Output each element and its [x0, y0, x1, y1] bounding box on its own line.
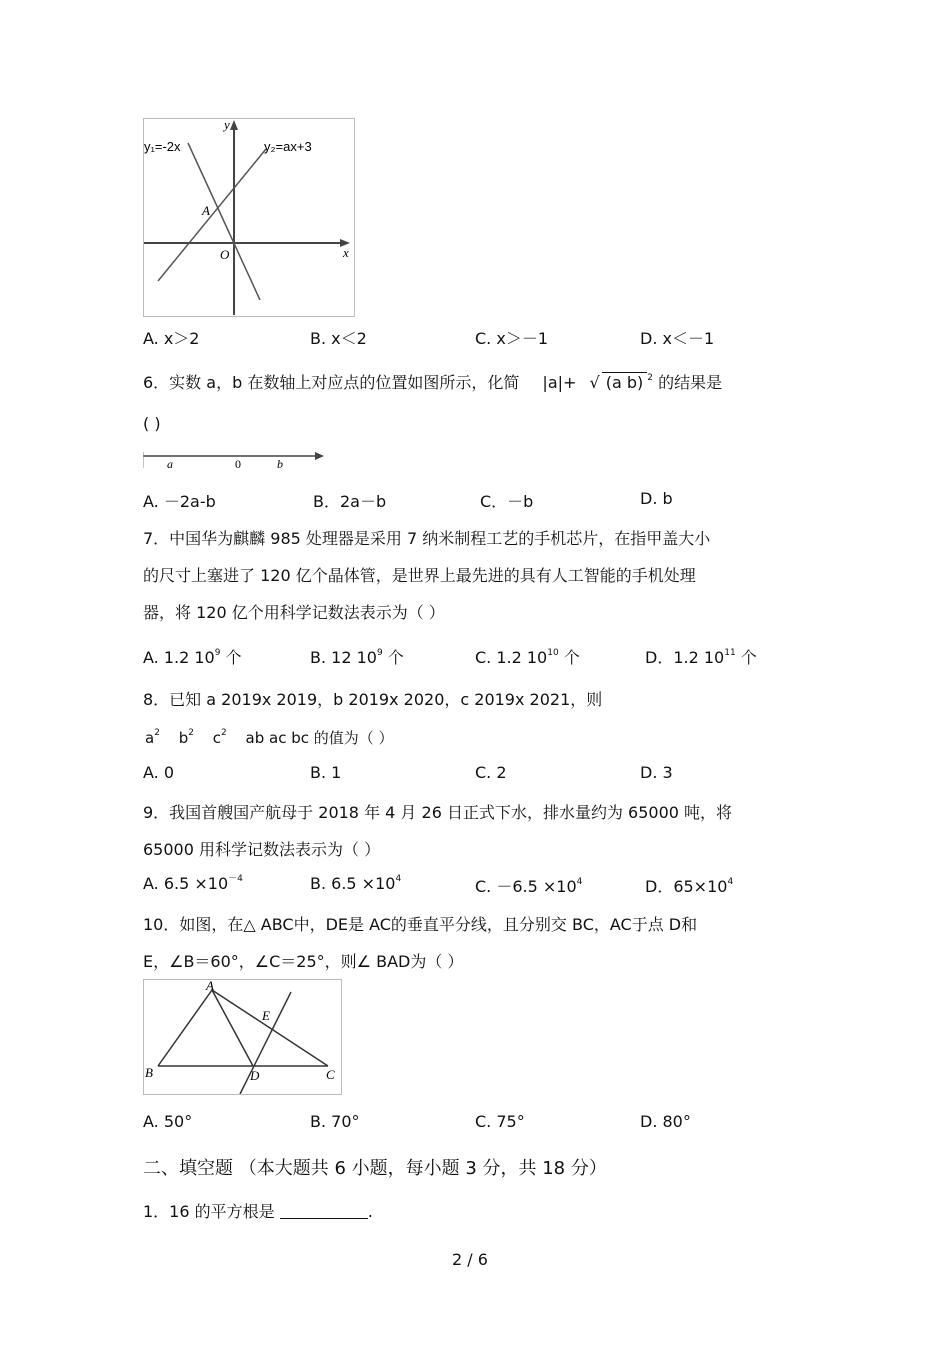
fill-blank — [280, 1204, 368, 1219]
vertex-c: C — [326, 1067, 335, 1082]
label-point-a: A — [202, 203, 210, 218]
q10-option-b: B. 70° — [310, 1112, 360, 1131]
q8-line-1: 8．已知 a 2019x 2019，b 2019x 2020，c 2019x 2021，则 — [143, 690, 603, 709]
q5-option-b: B. x＜2 — [310, 329, 367, 348]
y-axis-arrow — [230, 120, 238, 130]
q7-line-3: 器，将 120 亿个用科学记数法表示为（ ） — [143, 603, 445, 622]
q8-option-b: B. 1 — [310, 763, 342, 782]
q5-option-c: C. x＞－1 — [475, 329, 548, 348]
q9-option-b: B. $6.5 \times 10^4$ — [310, 874, 402, 893]
number-line-b: b — [277, 457, 283, 471]
line-y1 — [188, 143, 260, 300]
q6-option-b: B．2a－b — [313, 492, 387, 511]
number-line-svg — [143, 448, 325, 472]
q6-number-line — [143, 448, 325, 472]
vertex-a: A — [206, 980, 214, 993]
q6-option-a: A. －2a-b — [143, 492, 216, 511]
page-number: 2 / 6 — [452, 1250, 488, 1269]
q8-option-d: D. 3 — [640, 763, 673, 782]
q6-expr-root: (a b) — [602, 372, 648, 392]
q7-option-a: A. 1.2 $10^9$ 个 — [143, 648, 242, 667]
q6-expr-exp: 2 — [647, 373, 653, 383]
q5-option-d: D. x＜－1 — [640, 329, 715, 348]
section-2-title: 二、填空题 （本大题共 6 小题，每小题 3 分，共 18 分） — [143, 1158, 607, 1179]
q10-option-a: A. 50° — [143, 1112, 193, 1131]
label-x: x — [343, 245, 349, 260]
q10-option-c: C. 75° — [475, 1112, 525, 1131]
number-line-zero: 0 — [235, 457, 241, 471]
q8-line-2: $a^2$ $b^2$ $c^2$ ab ac bc 的值为（ ） — [145, 728, 394, 747]
fill-question-1: 1．16 的平方根是 . — [143, 1202, 373, 1221]
q7-option-c: C. 1.2 $10^{10}$ 个 — [475, 648, 580, 667]
q8-option-a: A. 0 — [143, 763, 175, 782]
q9-line-1: 9．我国首艘国产航母于 2018 年 4 月 26 日正式下水，排水量约为 65000 吨，将 — [143, 803, 733, 822]
q5-graph-svg — [144, 119, 354, 316]
label-y: y — [224, 119, 230, 132]
q7-option-b: B. 12 $10^9$ 个 — [310, 648, 404, 667]
q7-line-2: 的尺寸上塞进了 120 亿个晶体管，是世界上最先进的具有人工智能的手机处理 — [143, 566, 696, 585]
q6-paren: ( ) — [143, 414, 161, 433]
q10-line-1: 10．如图，在△ ABC中，DE是 AC的垂直平分线，且分别交 BC，AC于点 D和 — [143, 915, 698, 934]
segment-ad — [212, 990, 253, 1066]
q9-option-d: D．$65\times 10^4$ — [645, 877, 734, 896]
q6-option-d: D. b — [640, 489, 673, 508]
q6-expr-abs: |a|+ — [542, 373, 577, 392]
side-ac — [212, 990, 328, 1066]
q6-text-post: 的结果是 — [658, 373, 723, 392]
triangle-svg — [144, 980, 341, 1094]
q9-line-2: 65000 用科学记数法表示为（ ） — [143, 840, 381, 859]
line-y2 — [158, 149, 266, 281]
q9-option-a: A. $6.5 \times 10^{-4}$ — [143, 874, 243, 893]
q6-option-c: C．－b — [480, 492, 534, 511]
q6-question — [143, 370, 722, 393]
label-origin: O — [220, 247, 230, 262]
q10-option-d: D. 80° — [640, 1112, 691, 1131]
q9-option-c: C. $-6.5 \times 10^4$ — [475, 877, 583, 896]
label-y1: y₁=-2x — [144, 139, 181, 154]
point-d: D — [250, 1068, 260, 1083]
q6-text-pre: 6．实数 a，b 在数轴上对应点的位置如图所示，化简 — [143, 373, 520, 392]
q6-sqrt-icon: √ — [589, 373, 600, 392]
vertex-b: B — [145, 1065, 153, 1080]
q7-option-d: D．1.2 $10^{11}$ 个 — [645, 648, 757, 667]
q7-line-1: 7．中国华为麒麟 985 处理器是采用 7 纳米制程工艺的手机芯片，在指甲盖大小 — [143, 529, 711, 548]
side-ab — [158, 990, 212, 1066]
q10-triangle-figure — [143, 979, 342, 1095]
number-line-arrow — [315, 452, 324, 460]
label-y2: y₂=ax+3 — [264, 139, 312, 154]
q5-graph-figure — [143, 118, 355, 317]
point-e: E — [262, 1008, 270, 1023]
number-line-a: a — [167, 457, 173, 471]
q8-option-c: C. 2 — [475, 763, 507, 782]
q5-option-a: A. x＞2 — [143, 329, 200, 348]
q10-line-2: E，∠B＝60°，∠C＝25°，则∠ BAD为（ ） — [143, 952, 464, 971]
